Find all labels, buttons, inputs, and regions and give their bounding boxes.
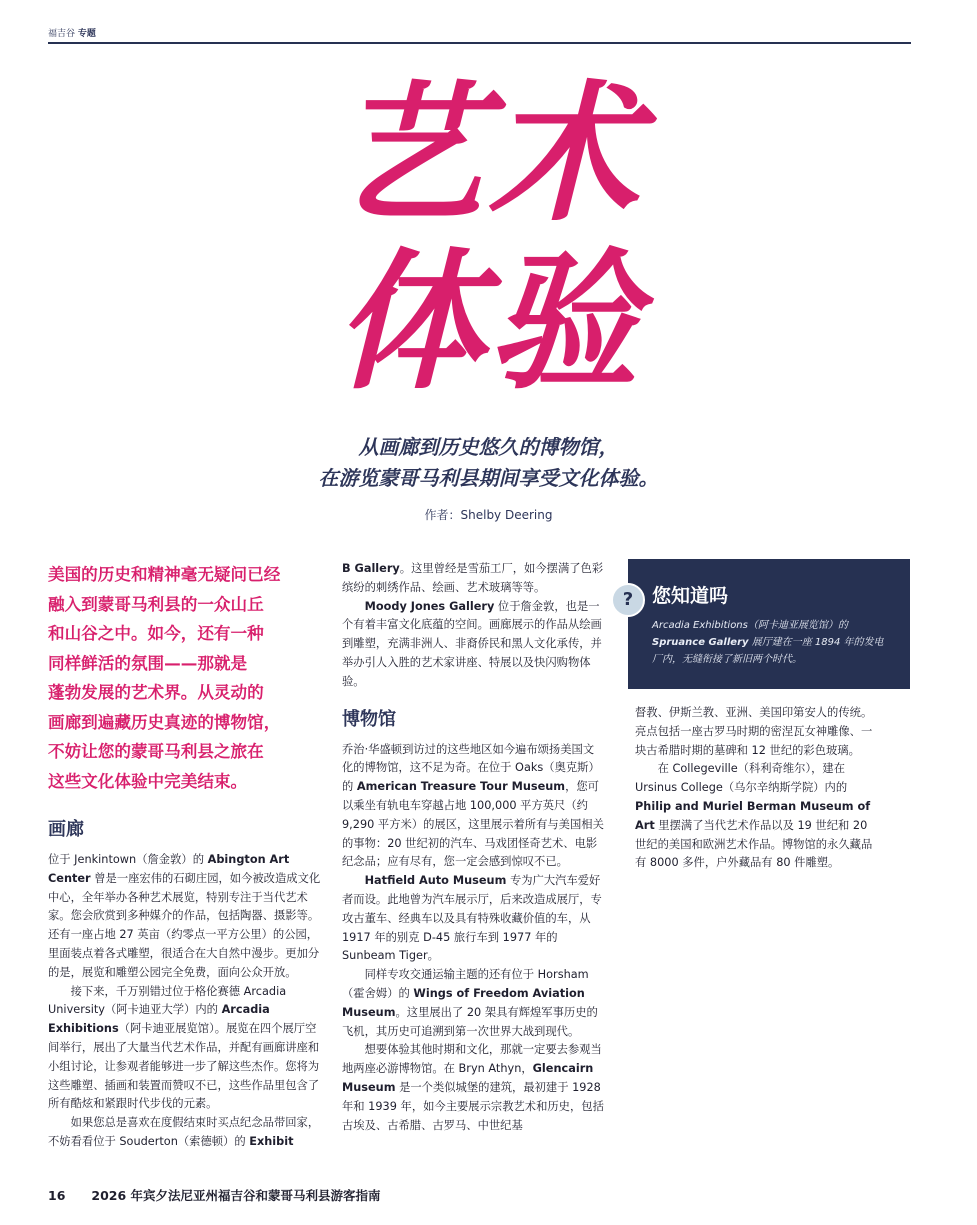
- question-icon: ?: [611, 583, 645, 617]
- text-run: 是一个类似城堡的建筑，最初建于 1928 年和 1939 年，如今主要展示宗教艺术和历史，包括古埃及、古希腊、古罗马、中世纪基: [342, 1080, 604, 1132]
- subtitle-line-1: 从画廊到历史悠久的博物馆，: [358, 435, 619, 459]
- text-run: 接下来，千万别错过位于格伦赛德 Arcadia University（阿卡迪亚大学）内的: [48, 984, 287, 1017]
- header-rule: [48, 42, 911, 44]
- col2-paragraph-3: [342, 741, 604, 873]
- lead-paragraph: [48, 560, 323, 796]
- text-run: Arcadia Exhibitions（阿卡迪亚展览馆）的: [652, 620, 848, 631]
- title-line-2: 体验: [334, 234, 643, 410]
- text-run: 在 Collegeville（科利奇维尔），建在 Ursinus College（乌尔辛纳斯学院）内的: [635, 762, 848, 795]
- col3-paragraph-2: [635, 760, 880, 873]
- header-section: 专题: [77, 29, 96, 39]
- author-byline: 作者：Shelby Deering: [424, 508, 553, 522]
- col2-paragraph-4: [342, 872, 604, 966]
- text-run: 展厅建在一座 1894 年的发电厂内，无缝衔接了新旧两个时代。: [652, 637, 884, 665]
- title-line-1: 艺术: [334, 66, 643, 242]
- venue-name: American Treasure Tour Museum: [356, 780, 566, 794]
- page-footer: [48, 1186, 381, 1204]
- lead-line: 这些文化体验中完美结束。: [48, 771, 248, 791]
- galleries-paragraph-1: [48, 851, 323, 983]
- text-run: 。这里曾经是雪茄工厂，如今摆满了色彩缤纷的刺绣作品、绘画、艺术玻璃等等。: [342, 562, 604, 594]
- column-3: [635, 704, 880, 873]
- venue-name: Hatfield Auto Museum: [364, 874, 507, 888]
- text-run: （阿卡迪亚展览馆）。展览在四个展厅空间举行，展出了大量当代艺术作品，并配有画廊讲座和小组讨论，让参观者能够进一步了解这些杰作。您将为这些雕塑、插画和装置而赞叹不已，这些作品里包含了所有酷炫和紧跟时代步伐的元素。: [48, 1022, 320, 1111]
- venue-name: Philip and Muriel Berman Museum of Art: [635, 799, 871, 832]
- sidebar-body: [652, 617, 892, 668]
- text-run: 想要体验其他时期和文化，那就一定要去参观当地两座必游博物馆。在 Bryn Athyn，: [342, 1043, 602, 1076]
- text-run: 如果您总是喜欢在度假结束时买点纪念品带回家，不妨看看位于 Souderton（索德顿）的: [48, 1116, 320, 1148]
- venue-name: Spruance Gallery: [652, 637, 749, 648]
- page-subtitle: [0, 432, 977, 494]
- column-2: [342, 560, 604, 1135]
- page-number: 16: [48, 1188, 66, 1203]
- text-run: 乔治·华盛顿到访过的这些地区如今遍布颂扬美国文化的博物馆，这不足为奇。在位于 Oaks（奥克斯）的: [342, 742, 600, 794]
- galleries-heading: 画廊: [48, 819, 84, 840]
- venue-name: Arcadia Exhibitions: [48, 1003, 270, 1036]
- venue-name: B Gallery: [342, 562, 400, 575]
- museums-heading: 博物馆: [342, 708, 396, 730]
- col2-paragraph-1: [342, 560, 604, 598]
- galleries-paragraph-2: [48, 983, 323, 1115]
- venue-name: Glencairn Museum: [342, 1062, 594, 1094]
- column-1: [48, 560, 323, 1152]
- text-run: ，您可以乘坐有轨电车穿越占地 100,000 平方英尺（约 9,290 平方米）的展区，这里展示着所有与美国相关的事物：20 世纪初的汽车、马戏团怪奇艺术、电影纪念品；应有尽有，您一定会感到惊叹不已。: [342, 780, 604, 869]
- text-run: 位于 Jenkintown（詹金敦）的: [48, 853, 208, 866]
- lead-line: 和山谷之中。如今，还有一种: [48, 624, 264, 643]
- venue-name: Abington Art Center: [48, 853, 290, 885]
- galleries-paragraph-3: [48, 1114, 323, 1152]
- text-run: 曾是一座宏伟的石砌庄园，如今被改造成文化中心，全年举办各种艺术展览，特别专注于当代艺术家。您会欣赏到多种媒介的作品，包括陶器、摄影等。还有一座占地 27 英亩（约零点一平方公里）的公园，里面装点着各式雕塑，很适合在大自然中漫步。更加分的是，展览和雕塑公园完全免费，面向公众开放。: [48, 871, 321, 979]
- venue-name: Exhibit: [249, 1134, 294, 1148]
- lead-line: 同样鲜活的氛围——那就是: [48, 653, 248, 673]
- lead-line: 融入到蒙哥马利县的一众山丘: [48, 594, 264, 614]
- text-run: 专为广大汽车爱好者而设。此地曾为汽车展示厅，后来改造成展厅，专攻古董车、经典车以及具有特殊收藏价值的车，从 1917 年的别克 D-45 旅行车到 1977 年的 Sunbeam Tiger。: [342, 874, 602, 963]
- lead-line: 蓬勃发展的艺术界。从灵动的: [48, 683, 264, 702]
- sidebar-title: 您知道吗: [652, 585, 729, 607]
- text-run: 里摆满了当代艺术作品以及 19 世纪和 20 世纪的美国和欧洲艺术作品。博物馆的永久藏品有 8000 多件，户外藏品有 80 件雕塑。: [635, 818, 873, 870]
- col2-paragraph-6: [342, 1041, 604, 1135]
- subtitle-line-2: 在游览蒙哥马利县期间享受文化体验。: [318, 466, 659, 490]
- did-you-know-box: [622, 559, 910, 689]
- text-run: 位于詹金敦，也是一个有着丰富文化底蕴的空间。画廊展示的作品从绘画到雕塑，充满非洲人、非裔侨民和黑人文化承传，并举办引人入胜的艺术家讲座、特展以及快闪购物体验。: [342, 599, 602, 688]
- col2-paragraph-5: [342, 966, 604, 1041]
- venue-name: Wings of Freedom Aviation Museum: [342, 986, 585, 1019]
- lead-line: 不妨让您的蒙哥马利县之旅在: [48, 742, 264, 761]
- col2-paragraph-2: [342, 598, 604, 692]
- text-run: 。这里展出了 20 架具有辉煌军事历史的飞机，其历史可追溯到第一次世界大战到现代。: [342, 1005, 598, 1038]
- venue-name: Moody Jones Gallery: [364, 599, 495, 613]
- lead-line: 美国的历史和精神毫无疑问已经: [48, 565, 281, 584]
- lead-line: 画廊到遍藏历史真迹的博物馆，: [48, 712, 281, 732]
- text-run: 同样专攻交通运输主题的还有位于 Horsham（霍舍姆）的: [342, 968, 589, 1000]
- page-title: [0, 66, 977, 410]
- header-place: 福吉谷: [48, 29, 76, 39]
- col3-paragraph-1: 督教、伊斯兰教、亚洲、美国印第安人的传统。亮点包括一座古罗马时期的密涅瓦女神雕像、一块古希腊时期的墓碑和 12 世纪的彩色玻璃。: [635, 706, 873, 757]
- running-header: [48, 26, 96, 39]
- publication-title: 2026 年宾夕法尼亚州福吉谷和蒙哥马利县游客指南: [91, 1188, 381, 1203]
